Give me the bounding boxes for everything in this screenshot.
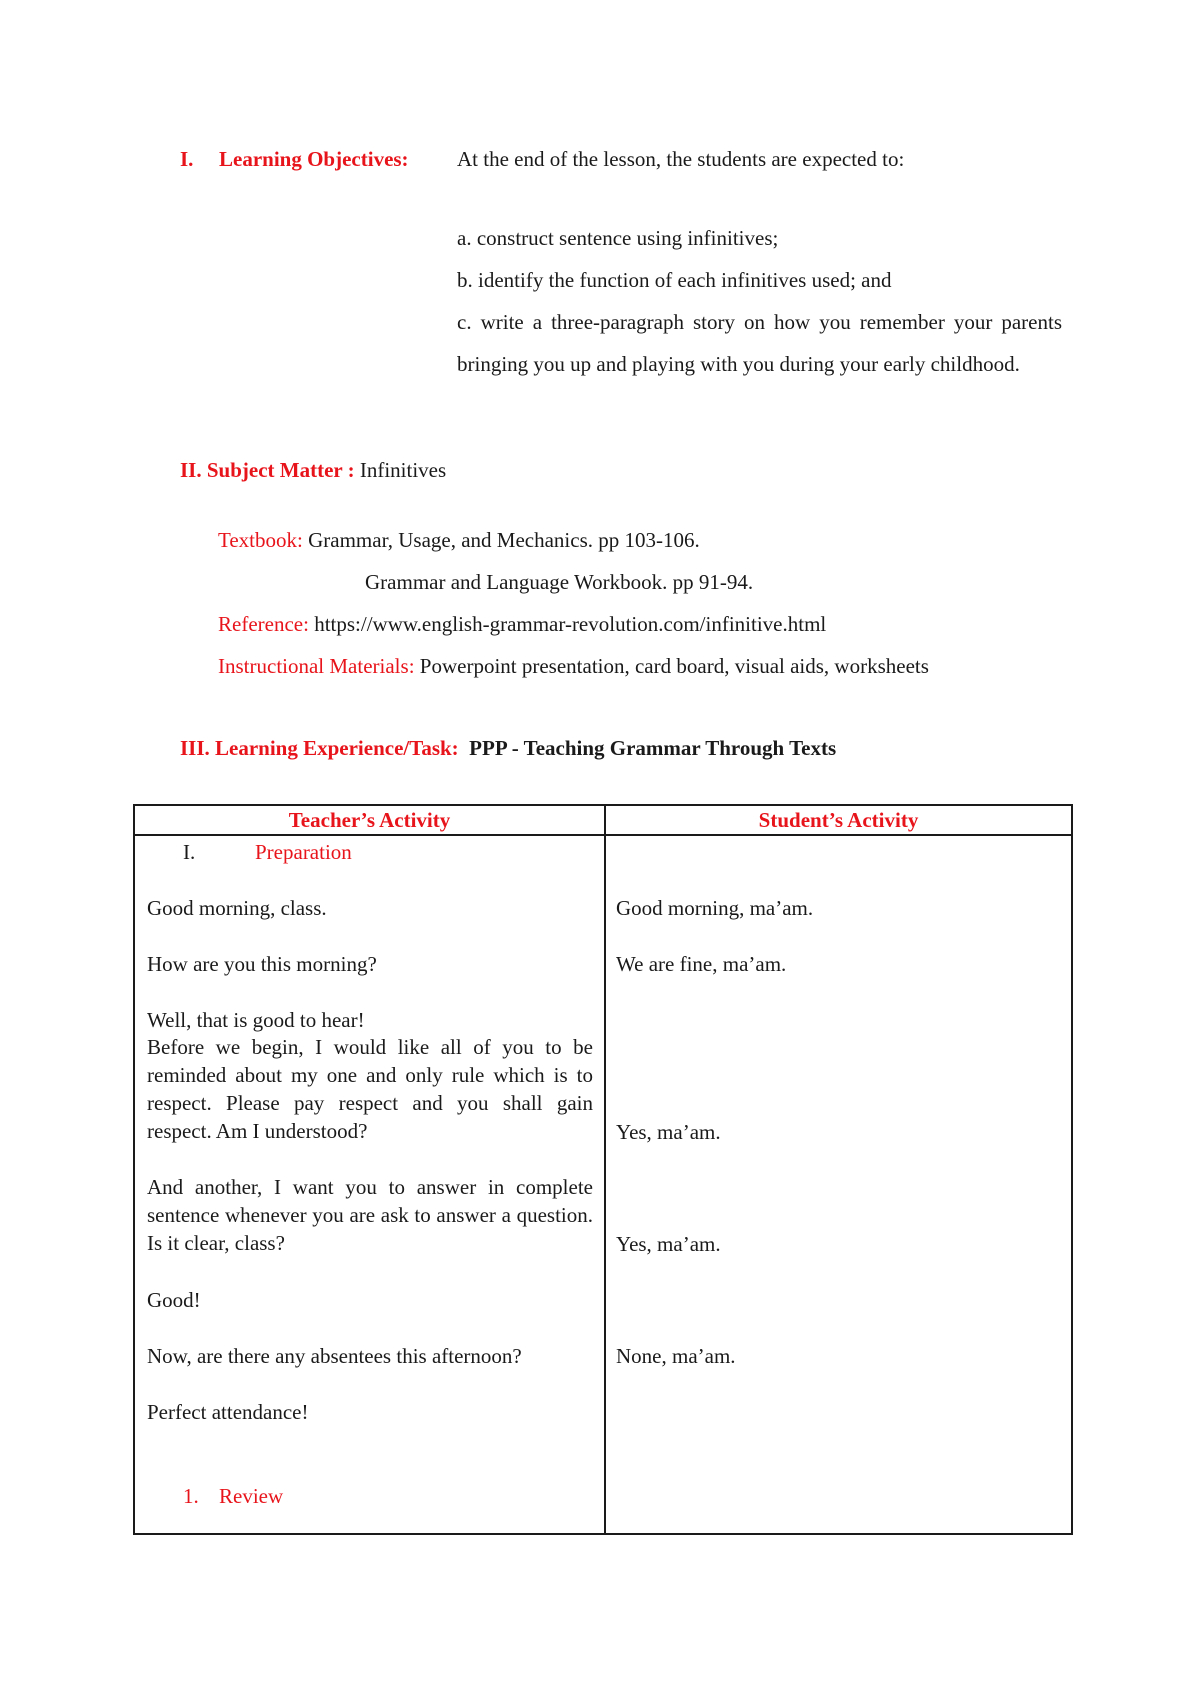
activity-table xyxy=(133,804,1073,1535)
reference-url: https://www.english-grammar-revolution.com/infinitive.html xyxy=(314,612,827,636)
textbook-1: Grammar, Usage, and Mechanics. pp 103-106. xyxy=(308,528,700,552)
review-label: Review xyxy=(219,1484,284,1508)
materials-list: Powerpoint presentation, card board, visual aids, worksheets xyxy=(419,654,929,678)
student-yes-1: Yes, ma’am. xyxy=(616,1120,721,1144)
textbook-label: Textbook: xyxy=(218,528,303,552)
materials-line xyxy=(218,654,929,679)
student-greeting: Good morning, ma’am. xyxy=(616,896,814,920)
objectives-list xyxy=(457,217,1062,385)
section-3-heading: III. Learning Experience/Task: xyxy=(180,736,459,760)
objective-c: c. write a three-paragraph story on how you remember your parents bringing you up and playing with you during your early childhood. xyxy=(457,310,1062,376)
section-2-heading: Subject Matter : xyxy=(206,458,355,482)
preparation-label: Preparation xyxy=(255,840,352,864)
section-1-number: I. xyxy=(180,147,194,171)
teacher-attendance: Perfect attendance! xyxy=(147,1400,309,1424)
textbook-2: Grammar and Language Workbook. pp 91-94. xyxy=(365,570,754,594)
student-fine: We are fine, ma’am. xyxy=(616,952,787,976)
section-1-heading: Learning Objectives: xyxy=(219,147,409,171)
objective-a: a. construct sentence using infinitives; xyxy=(457,226,779,250)
table-header-divider xyxy=(135,834,1071,836)
reference-line xyxy=(218,612,826,637)
objectives-intro: At the end of the lesson, the students are expected to: xyxy=(457,147,905,171)
objective-b: b. identify the function of each infinitives used; and xyxy=(457,268,892,292)
teacher-rule: Before we begin, I would like all of you to be reminded about my one and only rule which is to respect. Please pay respect and you shall gain respect. Am I understood? xyxy=(147,1035,593,1143)
table-column-divider xyxy=(604,806,606,1533)
student-none: None, ma’am. xyxy=(616,1344,736,1368)
header-teacher-activity: Teacher’s Activity xyxy=(288,808,451,832)
teacher-absentees: Now, are there any absentees this afternoon? xyxy=(147,1344,522,1368)
subject-topic: Infinitives xyxy=(359,458,447,482)
materials-label: Instructional Materials: xyxy=(218,654,415,678)
learning-experience-line xyxy=(180,736,836,761)
review-number: 1. xyxy=(183,1484,199,1508)
reference-label: Reference: xyxy=(218,612,309,636)
subject-matter-line xyxy=(180,458,446,483)
student-yes-2: Yes, ma’am. xyxy=(616,1232,721,1256)
teacher-complete-sentence: And another, I want you to answer in complete sentence whenever you are ask to answer a question. Is it clear, class? xyxy=(147,1175,593,1255)
teacher-good: Good! xyxy=(147,1288,201,1312)
teacher-how-are-you: How are you this morning? xyxy=(147,952,377,976)
textbook-line xyxy=(218,528,700,553)
teacher-good-to-hear: Well, that is good to hear! xyxy=(147,1008,365,1032)
teacher-greeting: Good morning, class. xyxy=(147,896,327,920)
header-student-activity: Student’s Activity xyxy=(758,808,919,832)
preparation-number: I. xyxy=(183,840,196,864)
section-2-number: II. xyxy=(180,458,202,482)
section-3-title: PPP - Teaching Grammar Through Texts xyxy=(469,736,837,760)
